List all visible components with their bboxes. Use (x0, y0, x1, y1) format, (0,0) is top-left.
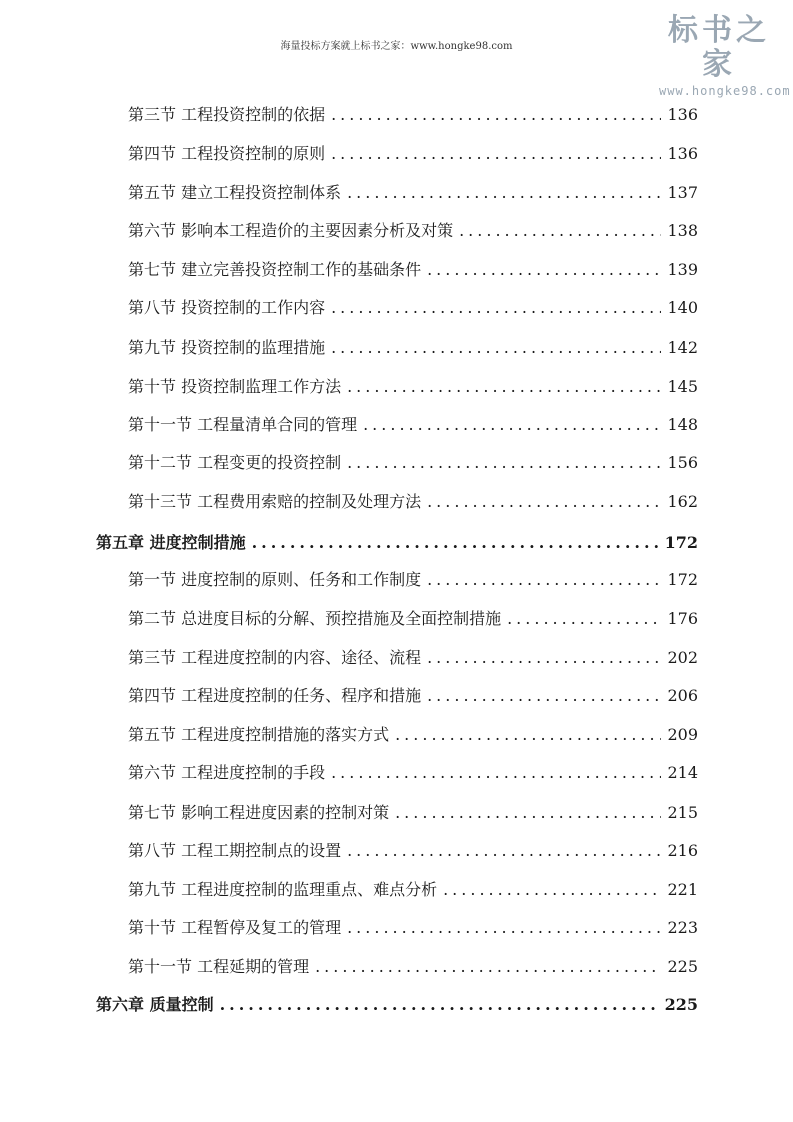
toc-section-entry[interactable] (128, 916, 698, 940)
toc-page-number: 162 (667, 492, 698, 511)
toc-page-number: 136 (667, 144, 698, 163)
toc-page-number: 156 (667, 453, 698, 472)
toc-section-entry[interactable] (128, 607, 698, 631)
toc-entry-title: 第十三节 工程费用索赔的控制及处理方法 (128, 492, 422, 511)
toc-entry-title: 第五章 进度控制措施 (96, 533, 246, 552)
toc-page-number: 136 (667, 105, 698, 124)
toc-dot-leader (252, 531, 659, 555)
toc-page-number: 223 (667, 918, 698, 937)
toc-section-entry[interactable] (128, 451, 698, 475)
toc-section-entry[interactable] (128, 413, 698, 437)
toc-section-entry[interactable] (128, 646, 698, 670)
toc-section-entry[interactable] (128, 375, 698, 399)
toc-section-entry[interactable] (128, 684, 698, 708)
toc-entry-title: 第十二节 工程变更的投资控制 (128, 453, 342, 472)
toc-page-number: 176 (667, 609, 698, 628)
toc-entry-title: 第八节 投资控制的工作内容 (128, 298, 326, 317)
toc-entry-title: 第十节 投资控制监理工作方法 (128, 377, 342, 396)
toc-dot-leader (427, 568, 661, 592)
logo-url: www.hongke98.com (659, 84, 791, 98)
toc-dot-leader (315, 955, 661, 979)
toc-entry-title: 第六节 影响本工程造价的主要因素分析及对策 (128, 221, 454, 240)
toc-entry-title: 第四节 工程进度控制的任务、程序和措施 (128, 686, 422, 705)
toc-page-number: 140 (667, 298, 698, 317)
toc-section-entry[interactable] (128, 801, 698, 825)
toc-dot-leader (459, 219, 661, 243)
toc-entry-title: 第五节 建立工程投资控制体系 (128, 183, 342, 202)
toc-entry-title: 第二节 总进度目标的分解、预控措施及全面控制措施 (128, 609, 502, 628)
toc-chapter-entry[interactable] (96, 993, 698, 1017)
toc-page-number: 214 (667, 763, 698, 782)
toc-entry-title: 第七节 影响工程进度因素的控制对策 (128, 803, 390, 822)
toc-entry-title: 第六章 质量控制 (96, 995, 214, 1014)
toc-section-entry[interactable] (128, 296, 698, 320)
toc-dot-leader (395, 801, 661, 825)
toc-dot-leader (363, 413, 661, 437)
toc-page-number: 139 (667, 260, 698, 279)
toc-dot-leader (220, 993, 659, 1017)
toc-dot-leader (331, 761, 661, 785)
toc-dot-leader (395, 723, 661, 747)
toc-dot-leader (427, 258, 661, 282)
toc-entry-title: 第十一节 工程延期的管理 (128, 957, 310, 976)
toc-section-entry[interactable] (128, 490, 698, 514)
toc-entry-title: 第九节 投资控制的监理措施 (128, 338, 326, 357)
toc-entry-title: 第三节 工程进度控制的内容、途径、流程 (128, 648, 422, 667)
toc-page-number: 172 (664, 533, 698, 552)
toc-section-entry[interactable] (128, 258, 698, 282)
toc-section-entry[interactable] (128, 839, 698, 863)
toc-page-number: 202 (667, 648, 698, 667)
toc-page-number: 225 (664, 995, 698, 1014)
toc-dot-leader (427, 646, 661, 670)
toc-entry-title: 第七节 建立完善投资控制工作的基础条件 (128, 260, 422, 279)
toc-entry-title: 第十一节 工程量清单合同的管理 (128, 415, 358, 434)
toc-dot-leader (443, 878, 661, 902)
logo-text: 标书之家 (668, 13, 770, 82)
toc-page-number: 148 (667, 415, 698, 434)
toc-section-entry[interactable] (128, 955, 698, 979)
toc-section-entry[interactable] (128, 103, 698, 127)
toc-dot-leader (427, 684, 661, 708)
toc-dot-leader (347, 375, 661, 399)
toc-dot-leader (347, 839, 661, 863)
toc-entry-title: 第三节 工程投资控制的依据 (128, 105, 326, 124)
toc-page-number: 172 (667, 570, 698, 589)
toc-section-entry[interactable] (128, 568, 698, 592)
toc-entry-title: 第六节 工程进度控制的手段 (128, 763, 326, 782)
header-note: 海量投标方案就上标书之家：www.hongke98.com (280, 41, 513, 52)
toc-section-entry[interactable] (128, 761, 698, 785)
toc-dot-leader (331, 296, 661, 320)
toc-page-number: 215 (667, 803, 698, 822)
toc-dot-leader (331, 336, 661, 360)
toc-entry-title: 第八节 工程工期控制点的设置 (128, 841, 342, 860)
toc-page-number: 137 (667, 183, 698, 202)
site-logo (659, 13, 791, 98)
toc-entry-title: 第四节 工程投资控制的原则 (128, 144, 326, 163)
toc-page-number: 145 (667, 377, 698, 396)
toc-chapter-entry[interactable] (96, 531, 698, 555)
toc-section-entry[interactable] (128, 142, 698, 166)
toc-section-entry[interactable] (128, 723, 698, 747)
toc-page-number: 138 (667, 221, 698, 240)
toc-entry-title: 第十节 工程暂停及复工的管理 (128, 918, 342, 937)
toc-dot-leader (347, 181, 661, 205)
toc-dot-leader (331, 103, 661, 127)
toc-dot-leader (347, 451, 661, 475)
toc-dot-leader (331, 142, 661, 166)
toc-page-number: 225 (667, 957, 698, 976)
toc-entry-title: 第九节 工程进度控制的监理重点、难点分析 (128, 880, 438, 899)
toc-section-entry[interactable] (128, 336, 698, 360)
toc-page-number: 216 (667, 841, 698, 860)
toc-page-number: 142 (667, 338, 698, 357)
toc-section-entry[interactable] (128, 878, 698, 902)
toc-page-number: 206 (667, 686, 698, 705)
toc-page-number: 221 (667, 880, 698, 899)
toc-entry-title: 第五节 工程进度控制措施的落实方式 (128, 725, 390, 744)
toc-dot-leader (507, 607, 661, 631)
toc-section-entry[interactable] (128, 181, 698, 205)
toc-section-entry[interactable] (128, 219, 698, 243)
toc-dot-leader (427, 490, 661, 514)
toc-page-number: 209 (667, 725, 698, 744)
toc-entry-title: 第一节 进度控制的原则、任务和工作制度 (128, 570, 422, 589)
toc-dot-leader (347, 916, 661, 940)
